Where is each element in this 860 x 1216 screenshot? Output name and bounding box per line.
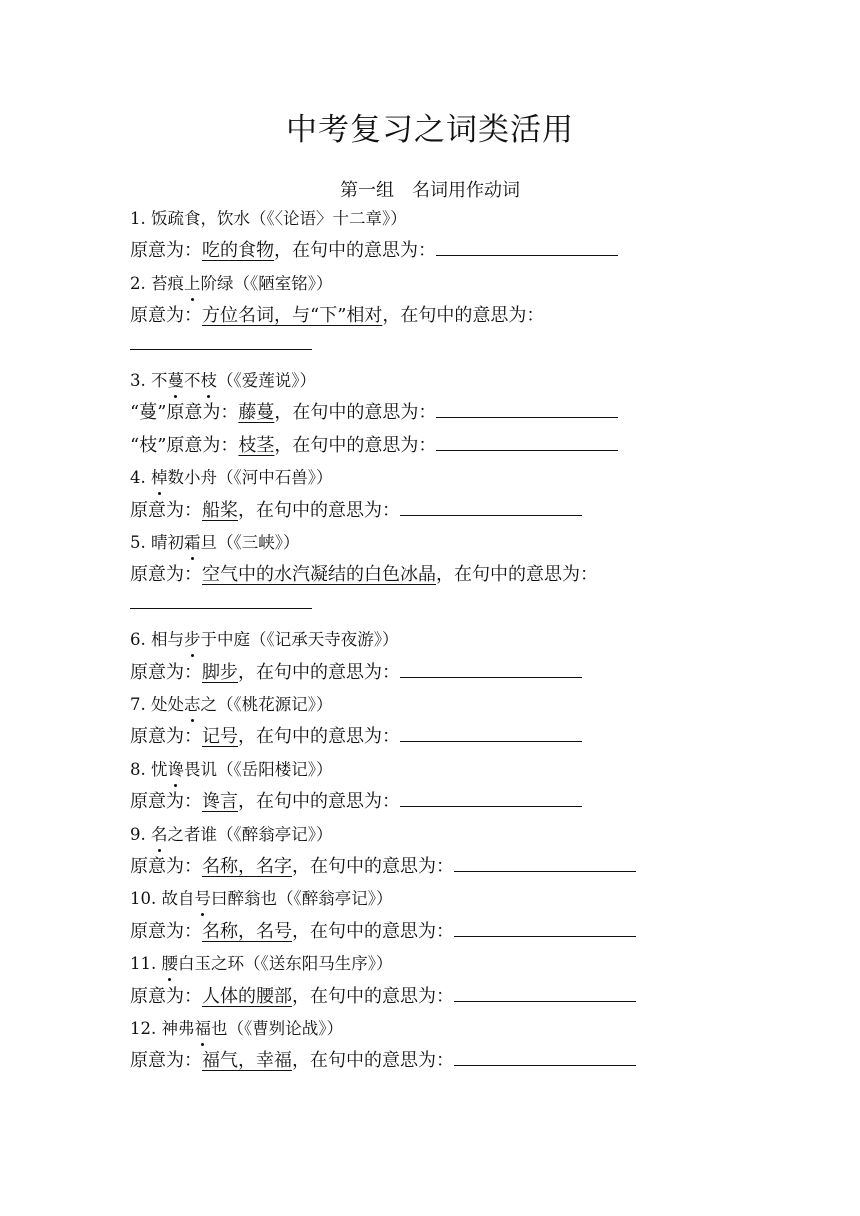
answer-blank[interactable] — [130, 349, 312, 350]
meaning-prefix: 原意为： — [130, 240, 202, 262]
emphasized-character: 蔓 — [168, 369, 185, 393]
emphasized-character: 福 — [195, 1017, 212, 1041]
separator: ， — [238, 499, 256, 521]
separator: ， — [238, 661, 256, 683]
meaning-prefix: 原意为： — [130, 305, 202, 327]
emphasized-character: 谗 — [168, 758, 185, 782]
original-meaning: 空气中的水汽凝结的白色冰晶 — [202, 564, 436, 586]
answer-blank[interactable] — [400, 499, 582, 516]
question-number: 4. — [130, 468, 146, 488]
question-text: 白玉之环（《送东阳马生序》） — [178, 954, 393, 974]
original-meaning: 名称，名号 — [202, 920, 292, 942]
question-text: 之者谁（《醉翁亭记》） — [167, 824, 333, 844]
original-meaning: 福气，幸福 — [202, 1050, 292, 1072]
meaning-line — [130, 725, 582, 749]
question-text: 故自 — [161, 889, 195, 909]
question-line — [130, 628, 399, 652]
question-text: 苔痕 — [151, 273, 184, 293]
prompt-label: 在句中的意思为： — [400, 305, 545, 327]
question-text: 不 — [184, 371, 201, 390]
answer-blank[interactable] — [454, 1049, 636, 1066]
meaning-line — [130, 563, 598, 587]
meaning-line — [130, 239, 618, 263]
question-text: 畏讥（《岳阳楼记》） — [184, 759, 333, 779]
question-number: 12. — [130, 1019, 157, 1038]
meaning-prefix: 原意为： — [130, 856, 202, 877]
separator: ， — [274, 402, 293, 424]
question-text: 处处 — [151, 695, 184, 714]
question-number: 11. — [130, 954, 157, 974]
separator: ， — [436, 564, 454, 586]
question-text: 于中庭（《记承天寺夜游》） — [200, 630, 399, 650]
question-line — [130, 693, 333, 717]
answer-blank[interactable] — [400, 725, 582, 742]
question-line — [130, 758, 333, 782]
meaning-line — [130, 499, 582, 523]
meaning-prefix: 原意为： — [130, 985, 202, 1007]
original-meaning: 枝茎 — [238, 434, 275, 456]
question-text: 不 — [151, 371, 168, 390]
original-meaning: 记号 — [202, 726, 238, 748]
question-line — [130, 1017, 343, 1041]
prompt-label: 在句中的意思为： — [256, 726, 400, 748]
question-number: 3. — [130, 371, 146, 390]
question-text: 相与 — [151, 630, 184, 650]
separator: ， — [292, 1050, 310, 1072]
question-text: 晴初 — [151, 533, 184, 552]
question-number: 6. — [130, 630, 146, 650]
prompt-label: 在句中的意思为： — [310, 856, 454, 877]
meaning-line — [130, 920, 636, 944]
meaning-prefix: 原意为： — [130, 1050, 202, 1072]
separator: ， — [238, 726, 256, 748]
answer-blank[interactable] — [400, 661, 582, 678]
separator: ， — [292, 985, 310, 1007]
question-text: 也（《曹刿论战》） — [211, 1019, 343, 1038]
prompt-label: 在句中的意思为： — [292, 240, 436, 262]
question-text: 阶绿（《陋室铭》） — [200, 273, 333, 293]
group-name: 名词用作动词 — [412, 180, 520, 201]
emphasized-character: 志 — [184, 693, 201, 717]
page-title: 中考复习之词类活用 — [286, 112, 574, 148]
answer-blank[interactable] — [436, 401, 618, 418]
meaning-prefix: 原意为： — [130, 661, 202, 683]
meaning-line — [130, 855, 636, 879]
question-line — [130, 531, 300, 555]
answer-blank[interactable] — [436, 434, 618, 451]
meaning-line — [130, 304, 544, 328]
original-meaning: 船桨 — [202, 499, 238, 521]
separator: ， — [292, 920, 310, 942]
original-meaning: 方位名词，与“下”相对 — [202, 305, 383, 327]
question-line — [130, 887, 393, 911]
emphasized-character: 霜 — [184, 531, 201, 555]
prompt-label: 在句中的意思为： — [292, 434, 437, 456]
question-text: 神弗 — [161, 1019, 195, 1038]
separator: ， — [238, 791, 256, 813]
question-line — [130, 207, 407, 231]
group-label: 第一组 — [340, 180, 394, 201]
separator: ， — [274, 434, 293, 456]
prompt-label: 在句中的意思为： — [310, 1050, 454, 1072]
question-text: 旦（《三峡》） — [200, 533, 300, 552]
answer-blank[interactable] — [400, 790, 582, 807]
meaning-line — [130, 661, 582, 685]
meaning-prefix: “蔓”原意为： — [130, 402, 239, 424]
emphasized-character: 名 — [151, 823, 168, 847]
question-text: 之（《桃花源记》） — [200, 695, 333, 714]
prompt-label: 在句中的意思为： — [256, 661, 400, 683]
original-meaning: 谗言 — [202, 791, 238, 813]
emphasized-character: 枝 — [201, 369, 218, 393]
question-number: 7. — [130, 695, 146, 714]
original-meaning: 人体的腰部 — [202, 985, 292, 1007]
question-text: 曰醉翁也（《醉翁亭记》） — [211, 889, 393, 909]
original-meaning: 脚步 — [202, 661, 238, 683]
separator: ， — [292, 856, 310, 877]
separator: ， — [382, 305, 401, 327]
emphasized-character: 上 — [184, 272, 201, 296]
question-number: 9. — [130, 824, 146, 844]
meaning-line — [130, 434, 618, 458]
emphasized-character: 步 — [184, 628, 201, 652]
original-meaning: 名称，名字 — [202, 856, 292, 877]
meaning-prefix: “枝”原意为： — [130, 434, 239, 456]
question-text: 饭疏食，饮水（《〈论语〉十二章》） — [151, 209, 407, 228]
emphasized-character: 号 — [195, 887, 212, 911]
question-line — [130, 272, 333, 296]
question-line — [130, 466, 333, 490]
question-text: （《爱莲说》） — [217, 371, 316, 390]
question-line — [130, 823, 333, 847]
answer-blank[interactable] — [454, 920, 636, 937]
meaning-prefix: 原意为： — [130, 726, 202, 748]
emphasized-character: 腰 — [162, 952, 179, 976]
meaning-prefix: 原意为： — [130, 920, 202, 942]
meaning-prefix: 原意为： — [130, 791, 202, 813]
question-text: 忧 — [151, 759, 168, 779]
meaning-prefix: 原意为： — [130, 564, 202, 586]
emphasized-character: 棹 — [151, 466, 168, 490]
original-meaning: 吃的食物 — [202, 240, 274, 262]
meaning-prefix: 原意为： — [130, 499, 202, 521]
group-heading — [0, 176, 860, 202]
meaning-line — [130, 1049, 636, 1073]
meaning-line — [130, 985, 636, 1009]
prompt-label: 在句中的意思为： — [310, 985, 454, 1007]
prompt-label: 在句中的意思为： — [454, 564, 598, 586]
answer-blank[interactable] — [130, 608, 312, 609]
question-line — [130, 369, 316, 393]
question-number: 10. — [130, 889, 157, 909]
separator: ， — [274, 240, 292, 262]
question-number: 2. — [130, 273, 146, 293]
question-number: 1. — [130, 209, 146, 228]
meaning-line — [130, 401, 618, 425]
answer-blank[interactable] — [454, 855, 636, 872]
question-line — [130, 952, 393, 976]
original-meaning: 藤蔓 — [238, 402, 275, 424]
answer-blank[interactable] — [436, 239, 618, 256]
prompt-label: 在句中的意思为： — [310, 920, 454, 942]
answer-blank[interactable] — [454, 985, 636, 1002]
prompt-label: 在句中的意思为： — [292, 402, 437, 424]
prompt-label: 在句中的意思为： — [256, 499, 400, 521]
question-number: 8. — [130, 759, 146, 779]
question-text: 数小舟（《河中石兽》） — [167, 468, 333, 488]
prompt-label: 在句中的意思为： — [256, 791, 400, 813]
question-number: 5. — [130, 533, 146, 552]
meaning-line — [130, 790, 582, 814]
